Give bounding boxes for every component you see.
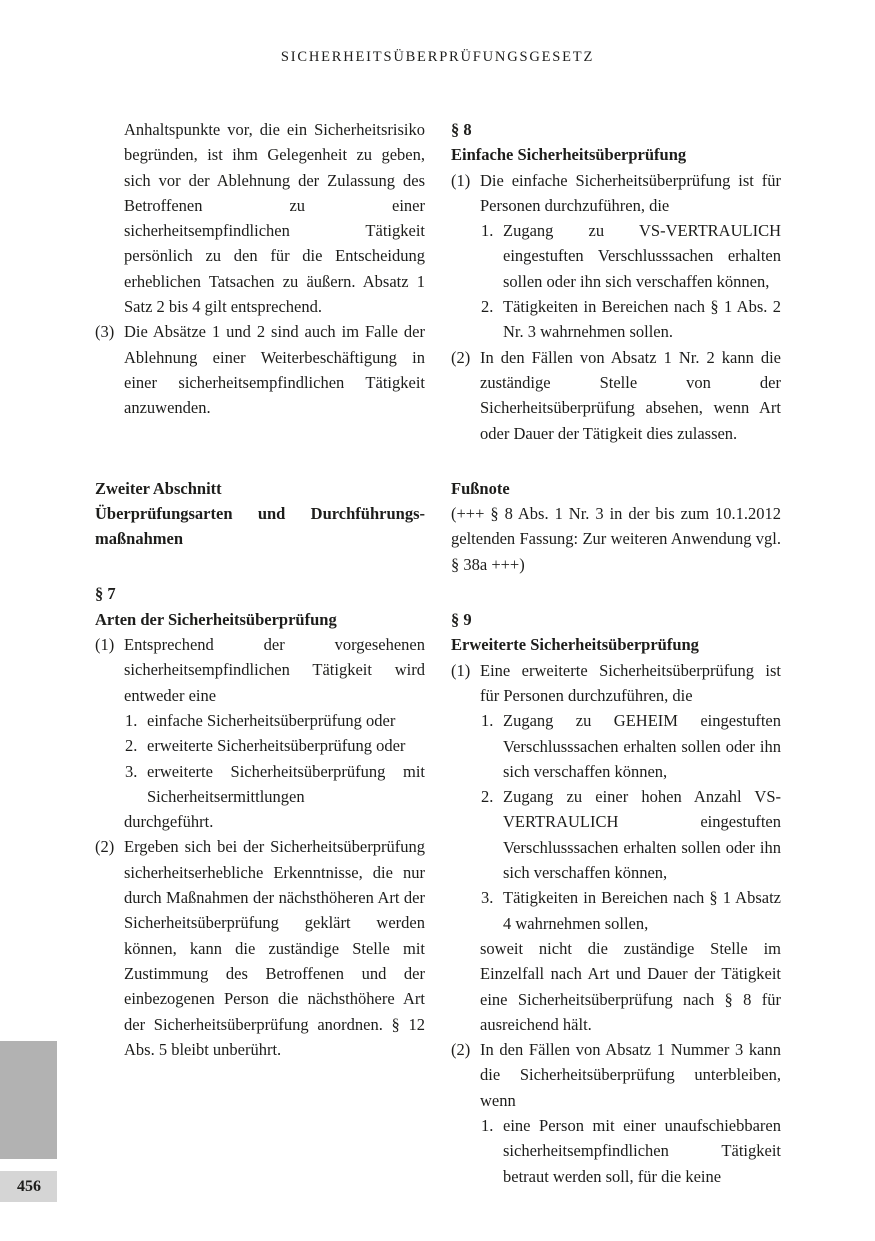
list-marker: 2. <box>481 297 494 317</box>
text-columns <box>95 117 781 1189</box>
numbered-paragraph <box>451 345 781 446</box>
paragraph-text: Zugang zu einer hohen Anzahl VS-VERTRAULICH eingestuften Verschlusssachen erhalten sollen oder ihn sich verschaffen können, <box>503 787 781 883</box>
list-marker: (2) <box>95 837 115 857</box>
section-heading <box>95 581 425 632</box>
paragraph-text: In den Fällen von Absatz 1 Nummer 3 kann die Sicherheitsüberprüfung unterbleiben, wenn <box>480 1040 781 1110</box>
list-marker: 2. <box>481 787 494 807</box>
list-marker: (1) <box>451 660 471 680</box>
numbered-paragraph <box>95 319 425 420</box>
numbered-paragraph <box>451 168 781 219</box>
paragraph-text: Die einfache Sicherheitsüberprüfung ist für Personen durchzuführen, die <box>480 170 781 215</box>
numbered-paragraph <box>451 784 781 885</box>
paragraph-text: Tätigkeiten in Bereichen nach § 1 Abs. 2 Nr. 3 wahrnehmen sollen. <box>503 297 781 342</box>
list-marker: (2) <box>451 347 471 367</box>
numbered-paragraph <box>451 885 781 936</box>
numbered-paragraph <box>95 733 425 758</box>
heading-line: Einfache Sicherheitsüberprüfung <box>451 145 687 165</box>
thumb-index-marker <box>0 1041 57 1159</box>
numbered-paragraph <box>451 294 781 345</box>
paragraph-text: erweiterte Sicherheitsüberprüfung oder <box>147 736 406 756</box>
paragraph <box>95 809 425 834</box>
section-heading <box>451 117 781 168</box>
paragraph-text: Eine erweiterte Sicherheitsüberprüfung ist für Personen durchzuführen, die <box>480 660 781 705</box>
paragraph-text: Zugang zu VS-VERTRAULICH eingestuften Verschlusssachen erhalten sollen oder ihn sich verschaffen können, <box>503 221 781 291</box>
section-heading <box>451 476 781 501</box>
paragraph <box>95 117 425 319</box>
heading-line: Überprüfungsarten und Durchführungsmaßnahmen <box>95 503 425 549</box>
paragraph <box>451 936 781 1037</box>
list-marker: 3. <box>481 888 494 908</box>
list-marker: (3) <box>95 322 115 342</box>
heading-line: § 8 <box>451 120 472 139</box>
heading-line: § 7 <box>95 584 116 604</box>
numbered-paragraph <box>451 708 781 784</box>
paragraph-text: erweiterte Sicherheitsüberprüfung mit Sicherheitsermittlungen <box>147 761 425 806</box>
numbered-paragraph <box>451 1037 781 1113</box>
list-marker: 3. <box>125 761 138 781</box>
paragraph-text: durchgeführt. <box>124 812 214 832</box>
numbered-paragraph <box>95 834 425 1062</box>
page-number: 456 <box>17 1177 41 1195</box>
numbered-paragraph <box>95 708 425 733</box>
paragraph-text: eine Person mit einer unaufschiebbaren sicherheitsempfindlichen Tätigkeit betraut werden soll, für die keine <box>503 1115 781 1186</box>
numbered-paragraph <box>95 759 425 810</box>
running-header: SICHERHEITSÜBERPRÜFUNGSGESETZ <box>280 49 595 65</box>
list-marker: 1. <box>125 710 138 730</box>
list-marker: 1. <box>481 1115 494 1135</box>
paragraph-text: (+++ § 8 Abs. 1 Nr. 3 in der bis zum 10.1.2012 geltenden Fassung: Zur weiteren Anwendung vgl. § 38a +++) <box>451 504 781 574</box>
paragraph-text: Zugang zu GEHEIM eingestuften Verschlusssachen erhalten sollen oder ihn sich verschaffen können, <box>503 711 781 781</box>
paragraph-text: soweit nicht die zuständige Stelle im Einzelfall nach Art und Dauer der Tätigkeit eine Sicherheitsüberprüfung nach § 8 für ausreichend hält. <box>480 938 781 1034</box>
list-marker: (2) <box>451 1040 471 1060</box>
paragraph-text: einfache Sicherheitsüberprüfung oder <box>147 710 396 730</box>
right-column <box>451 117 781 1189</box>
paragraph-text: In den Fällen von Absatz 1 Nr. 2 kann die zuständige Stelle von der Sicherheitsüberprüfung absehen, wenn Art oder Dauer der Tätigkeit dies zulassen. <box>480 347 781 443</box>
list-marker: 1. <box>481 711 494 731</box>
paragraph-text: Ergeben sich bei der Sicherheitsüberprüfung sicherheitserhebliche Erkenntnisse, die nur durch Maßnahmen der nächsthöheren Art der Sicherheitsüberprüfung geklärt werden können, kann die zuständige Stelle mit Zustimmung des Betroffenen und der einbezogenen Person die nächsthöhere Art der Sicherheitsüberprüfung anordnen. § 12 Abs. 5 bleibt unberührt. <box>124 837 425 1059</box>
page-number-bar <box>0 1171 57 1202</box>
numbered-paragraph <box>451 658 781 709</box>
heading-line: Erweiterte Sicherheitsüberprüfung <box>451 635 699 655</box>
paragraph-text: Die Absätze 1 und 2 sind auch im Falle der Ablehnung einer Weiterbeschäftigung in einer sicherheitsempfindlichen Tätigkeit anzuwenden. <box>124 322 425 418</box>
heading-line: Fußnote <box>451 478 510 498</box>
numbered-paragraph <box>95 632 425 708</box>
paragraph-text: Anhaltspunkte vor, die ein Sicherheitsrisiko begründen, ist ihm Gelegenheit zu geben, sich vor der Ablehnung der Zulassung des Betroffenen zu einer sicherheitsempfindlichen Tätigkeit persönlich zu den für die Entscheidung erheblichen Tatsachen zu äußern. Absatz 1 Satz 2 bis 4 gilt entsprechend. <box>124 120 425 317</box>
paragraph-text: Tätigkeiten in Bereichen nach § 1 Absatz 4 wahrnehmen sollen, <box>503 888 781 933</box>
paragraph-text: Entsprechend der vorgesehenen sicherheitsempfindlichen Tätigkeit wird entweder eine <box>124 635 425 705</box>
paragraph <box>451 501 781 577</box>
heading-line: § 9 <box>451 610 472 630</box>
numbered-paragraph <box>451 218 781 294</box>
heading-line: Arten der Sicherheitsüberprüfung <box>95 609 337 629</box>
section-heading <box>451 607 781 658</box>
numbered-paragraph <box>451 1113 781 1189</box>
list-marker: 2. <box>125 736 138 756</box>
list-marker: 1. <box>481 221 494 241</box>
section-heading <box>95 476 425 552</box>
list-marker: (1) <box>95 635 115 655</box>
heading-line: Zweiter Abschnitt <box>95 478 222 498</box>
left-column <box>95 117 425 1062</box>
list-marker: (1) <box>451 170 471 190</box>
